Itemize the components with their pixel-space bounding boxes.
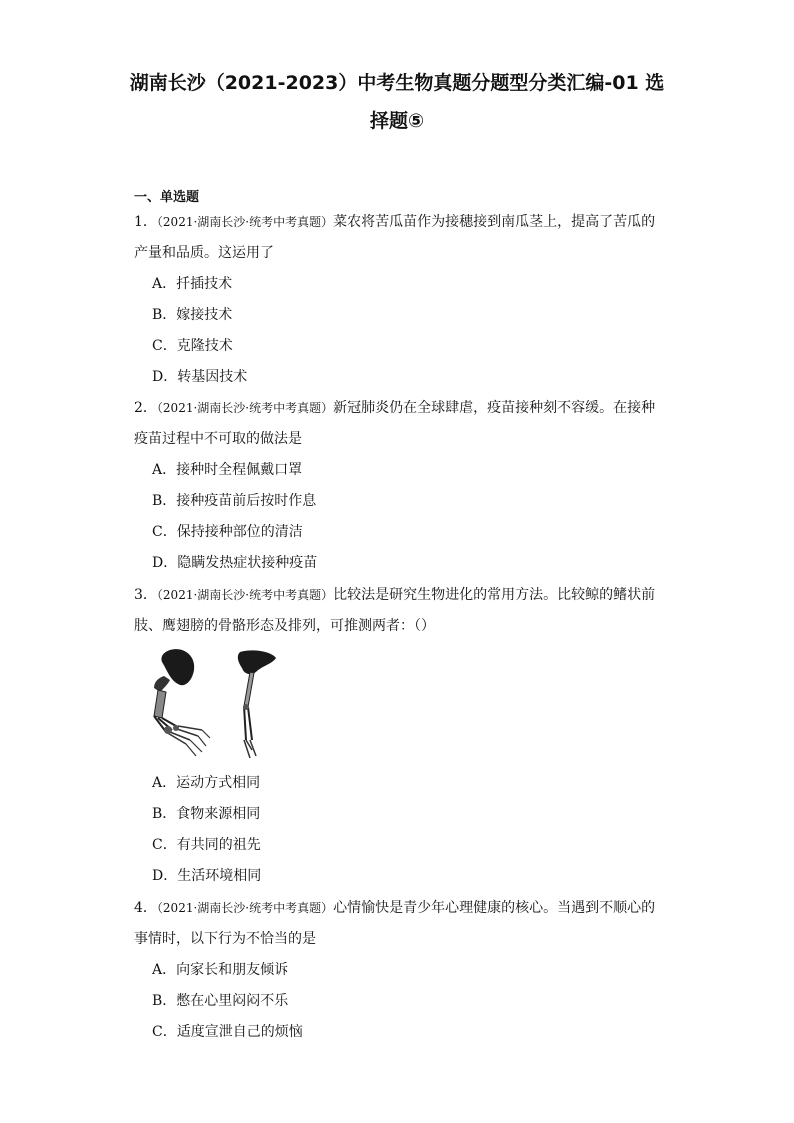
question-3-option-d: D．生活环境相同 [152,868,262,884]
question-2-stem [134,393,664,455]
whale-flipper-bones-image [154,649,210,756]
question-source: （2021·湖南长沙·统考中考真题） [156,901,334,915]
question-text: 比较法是研究生物进化的常用方法。比较鲸的鳍状前肢、鹰翅膀的骨骼形态及排列，可推测两者：（） [134,587,656,634]
title-line-1: 湖南长沙（2021-2023）中考生物真题分题型分类汇编-01 选 [129,72,665,94]
question-2-option-b: B．接种疫苗前后按时作息 [152,493,317,509]
question-4-option-c: C．适度宣泄自己的烦恼 [152,1024,303,1040]
question-2-option-d: D．隐瞒发热症状接种疫苗 [152,555,318,571]
question-2-option-c: C．保持接种部位的清洁 [152,524,303,540]
question-3-option-c: C．有共同的祖先 [152,837,261,853]
question-source: （2021·湖南长沙·统考中考真题） [156,401,334,415]
question-3-option-a: A．运动方式相同 [152,775,261,791]
question-3-option-b: B．食物来源相同 [152,806,261,822]
question-1-option-b: B．嫁接技术 [152,307,233,323]
eagle-wing-bones-image [238,650,276,758]
question-1-option-d: D．转基因技术 [152,369,248,385]
question-text: 菜农将苦瓜苗作为接穗接到南瓜茎上，提高了苦瓜的产量和品质。这运用了 [134,214,656,261]
question-3-stem [134,580,664,642]
question-number: 4． [134,900,157,916]
forelimb-bones-figure [140,646,290,764]
question-1-option-c: C．克隆技术 [152,338,233,354]
question-source: （2021·湖南长沙·统考中考真题） [156,215,334,229]
question-number: 2． [134,400,157,416]
question-1-stem [134,207,664,269]
question-number: 1． [134,214,157,230]
question-4-option-a: A．向家长和朋友倾诉 [152,962,289,978]
question-4-option-b: B．憋在心里闷闷不乐 [152,993,289,1009]
question-2-option-a: A．接种时全程佩戴口罩 [152,462,303,478]
document-title [110,64,684,140]
question-1-option-a: A．扦插技术 [152,276,233,292]
question-number: 3． [134,587,157,603]
section-heading: 一、单选题 [134,190,200,205]
title-line-2: 择题⑤ [369,110,425,132]
question-4-stem [134,893,664,955]
question-text: 心情愉快是青少年心理健康的核心。当遇到不顺心的事情时，以下行为不恰当的是 [134,900,656,947]
question-text: 新冠肺炎仍在全球肆虐，疫苗接种刻不容缓。在接种疫苗过程中不可取的做法是 [134,400,656,447]
question-source: （2021·湖南长沙·统考中考真题） [156,588,334,602]
